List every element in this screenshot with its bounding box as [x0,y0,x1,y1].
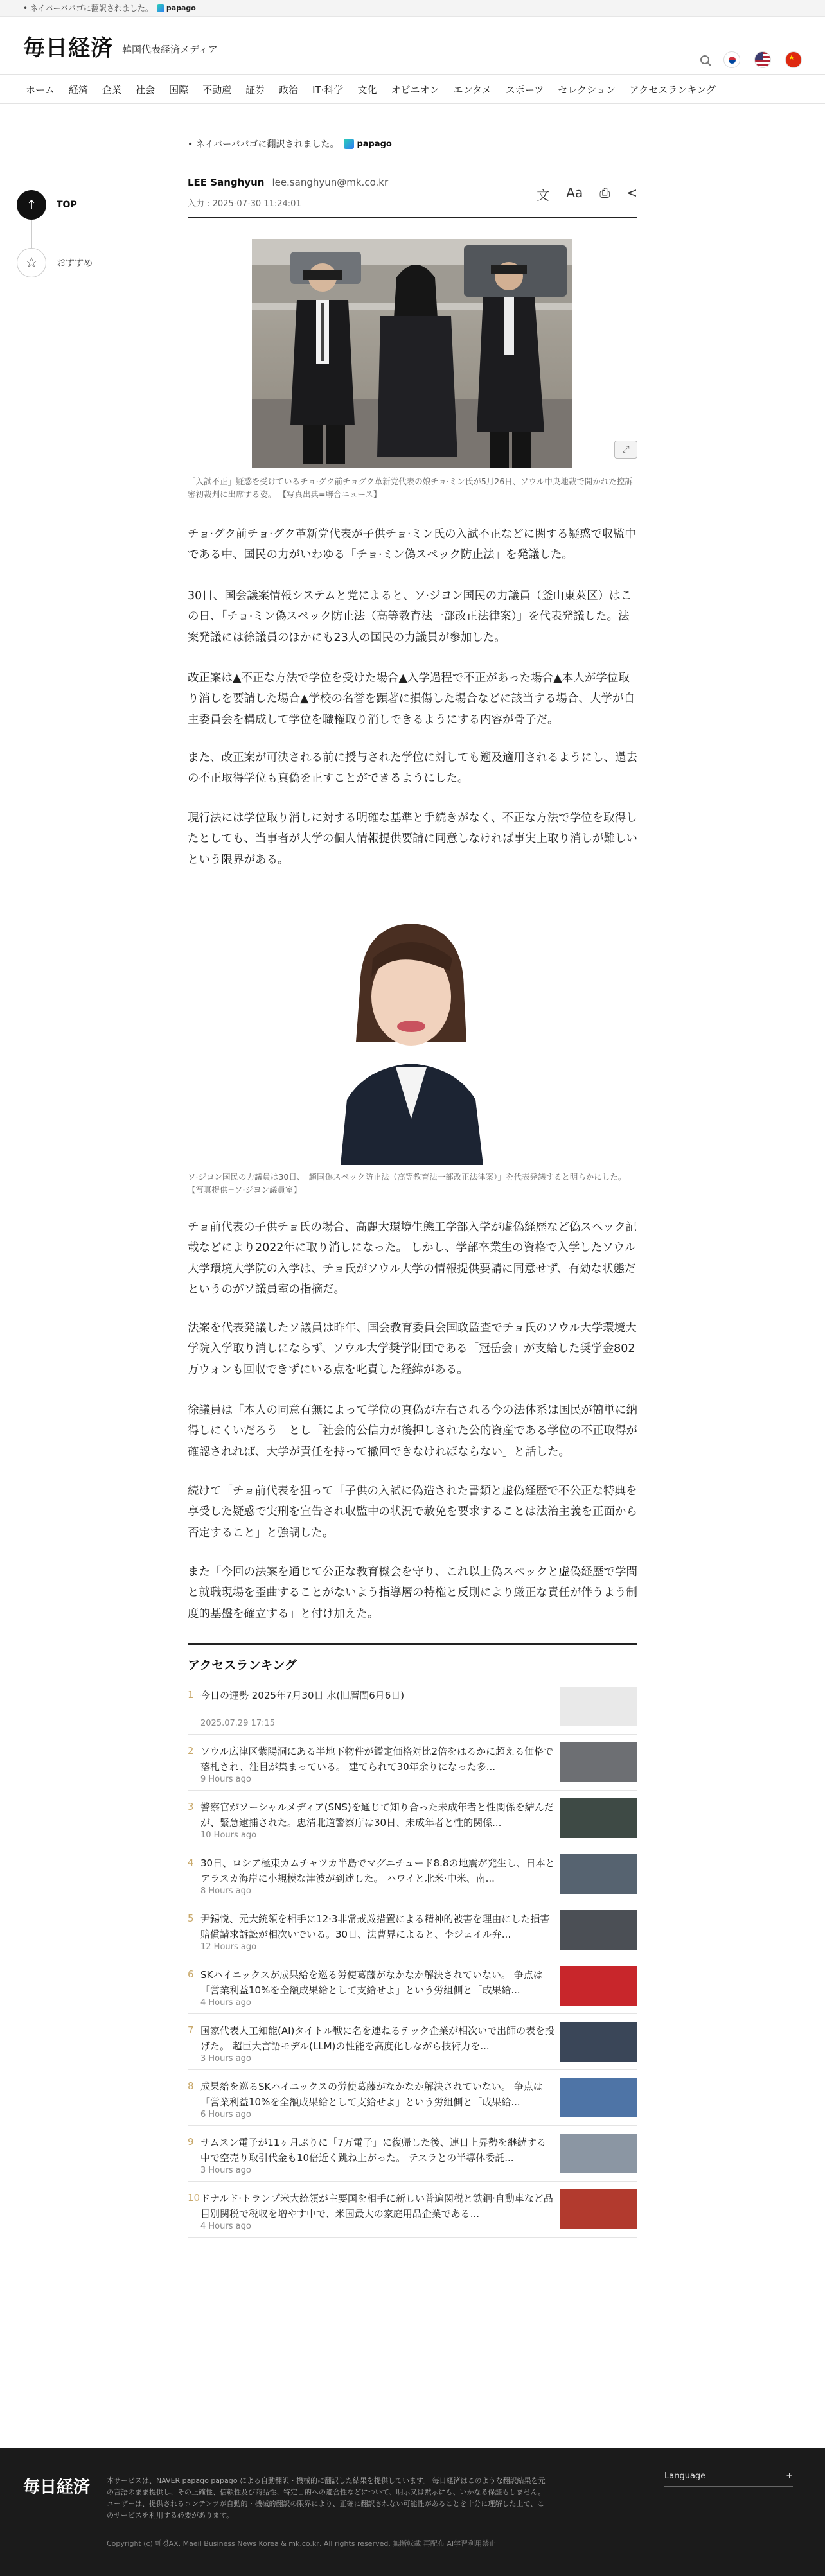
article-tools [537,185,637,204]
nav-item[interactable]: スポーツ [505,83,544,96]
ranking-headline[interactable]: サムスン電子が11ヶ月ぶりに「7万電子」に復帰した後、連日上昇勢を継続する中で空売り取引代金も10倍近く跳ね上がった。 テスラとの半導体委託... [200,2137,546,2164]
ranking-thumbnail[interactable] [560,2189,637,2229]
china-flag-icon[interactable] [785,51,802,68]
language-label: Language [664,2471,706,2481]
ranking-headline[interactable]: ドナルド·トランプ米大統領が主要国を相手に新しい普遍関税と鉄鋼·自動車など品目別関税で税収を増やす中で、米国最大の家庭用品企業である... [200,2193,553,2220]
ranking-number: 5 [188,1913,194,1924]
ranking-time: 8 Hours ago [200,1886,251,1896]
papago-logo[interactable]: papago [157,4,196,12]
nav-item[interactable]: 社会 [136,83,155,96]
ranking-list [188,1679,637,2238]
nav-item[interactable]: 経済 [69,83,89,96]
article-paragraph: 徐議員は「本人の同意有無によって学位の真偽が左右される今の法体系は国民が簡単に納得しにくいだろう」とし「社会的公信力が後押しされた公的資産である学位の不正取得が確認されれば、大学が責任を持って撤回できなければならない」と話した。 [188,1404,637,1459]
article-paragraph: 改正案は▲不正な方法で学位を受けた場合▲入学過程で不正があった場合▲本人が学位取り消しを要請した場合▲学校の名誉を顕著に損傷した場合などに該当する場合、大学が自主委員会を構成して学位を職権取り消しできるようにする内容が骨子だ。 [188,672,635,726]
article-paragraph: チョ前代表の子供チョ氏の場合、高麗大環境生態工学部入学が虚偽経歴など偽スペック記載などにより2022年に取り消しになった。 しかし、学部卒業生の資格で入学したソウル大学環境大学院の入学は、チョ氏がソウル大学の情報提供要請に同意せず、有効な状態だというのがソ議員室の指摘だ。 [188,1221,637,1297]
ranking-number: 2 [188,1745,194,1757]
article-paragraph: 現行法には学位取り消しに対する明確な基準と手続きがなく、不正な方法で学位を取得したとしても、当事者が大学の個人情報提供要請に同意しなければ事実上取り消しが難しいという限界がある。 [188,812,637,866]
papago-icon [344,139,354,149]
arrow-up-icon[interactable]: ↑ [17,190,46,220]
ranking-item[interactable] [188,2014,637,2070]
ranking-headline[interactable]: ソウル広津区紫陽洞にある半地下物件が鑑定価格対比2倍をはるかに超える価格で落札され、注目が集まっている。 建てられて30年余りになった多... [200,1746,554,1773]
nav-item[interactable]: 証券 [245,83,265,96]
nav-item[interactable]: セレクション [558,83,616,96]
author-email[interactable]: lee.sanghyun@mk.co.kr [272,177,389,188]
site-subtitle: 韓国代表経済メディア [122,43,218,55]
ranking-headline[interactable]: 警察官がソーシャルメディア(SNS)を通じて知り合った未成年者と性関係を結んだが、緊急逮捕された。忠清北道警察庁は30日、未成年者と性的関係... [200,1801,554,1829]
ranking-number: 6 [188,1968,194,1980]
font-size-icon[interactable]: Aa [566,185,583,200]
nav-item[interactable]: 不動産 [202,83,232,96]
ranking-item[interactable] [188,2126,637,2182]
plus-icon: + [786,2471,793,2481]
footer-copyright: Copyright (c) 매경AX. Maeil Business News Korea & mk.co.kr, All rights reserved. 無断転載 再配布 AI学習利用禁止 [107,2539,497,2548]
header-tools [700,51,802,68]
article-paragraph: 続けて「チョ前代表を狙って「子供の入試に偽造された書類と虚偽経歴で不公正な特典を享受した疑惑で実刑を宣告され収監中の状況で赦免を要求することは法治主義を正面から否定すること」と強調した。 [188,1485,637,1539]
main-nav [0,74,825,104]
ranking-time: 4 Hours ago [200,1998,251,2008]
byline [188,177,388,188]
nav-item[interactable]: 文化 [357,83,377,96]
author-name[interactable]: LEE Sanghyun [188,177,265,188]
share-icon[interactable]: < [626,185,637,200]
photo-caption-1: 「入試不正」疑惑を受けているチョ·グク前チョグク革新党代表の娘チョ·ミン氏が5月26日、ソウル中央地裁で開かれた控訴審初裁判に出席する姿。 【写真出典=聯合ニュース】 [188,477,633,499]
nav-item[interactable]: ホーム [26,83,55,96]
ranking-number: 7 [188,2024,194,2036]
article-paragraph: 法案を代表発議したソ議員は昨年、国会教育委員会国政監査でチョ氏のソウル大学環境大学院入学取り消しにならず、ソウル大学奨学財団である「冠岳会」が支給した奨学金802万ウォンも回収できずにいる点を叱責した経緯がある。 [188,1322,637,1376]
ranking-time: 10 Hours ago [200,1830,257,1840]
article-photo-court [252,239,572,468]
ranking-headline[interactable]: SKハイニックスが成果給を巡る労使葛藤がなかなか解決されていない。 争点は「営業利益10%を全額成果給として支給せよ」という労組側と「成果給... [200,1969,543,1997]
ranking-item[interactable] [188,2182,637,2238]
header-rule [188,217,637,218]
site-footer [0,2448,825,2576]
article-photo-lawmaker [315,907,508,1165]
nav-item[interactable]: アクセスランキング [629,83,716,96]
side-rail [17,190,94,277]
ranking-thumbnail[interactable] [560,1966,637,2006]
translation-bar-text: • ネイバーパパゴに翻訳されました。 [23,4,153,13]
ranking-headline[interactable]: 30日、ロシア極東カムチャツカ半島でマグニチュード8.8の地震が発生し、日本とアラスカ海岸に小規模な津波が到達した。 ハワイと北米·中米、南... [200,1857,555,1885]
ranking-thumbnail[interactable] [560,1910,637,1950]
court-photo-illustration [252,239,572,468]
translate-icon[interactable]: 文 [537,188,550,203]
ranking-thumbnail[interactable] [560,1798,637,1838]
lawmaker-portrait-illustration [315,907,508,1165]
ranking-rule [188,1643,637,1645]
ranking-thumbnail[interactable] [560,1742,637,1782]
nav-item[interactable]: オピニオン [391,83,439,96]
rail-divider [31,220,32,248]
scroll-top-label: TOP [57,200,77,210]
ranking-thumbnail[interactable] [560,2134,637,2173]
ranking-item[interactable] [188,1679,637,1735]
search-icon[interactable] [700,55,709,64]
publish-date: 入力 : 2025-07-30 11:24:01 [188,199,301,209]
article-paragraph: チョ·グク前チョ·グク革新党代表が子供チョ·ミン氏の入試不正などに関する疑惑で収監中である中、国民の力がいわゆる「チョ·ミン偽スペック防止法」を発議した。 [188,528,636,562]
ranking-time: 12 Hours ago [200,1942,257,1952]
nav-item[interactable]: 企業 [102,83,122,96]
recommend-button[interactable] [17,248,94,277]
footer-logo[interactable]: 毎日経済 [23,2478,91,2497]
ranking-time: 9 Hours ago [200,1774,251,1784]
ranking-time: 4 Hours ago [200,2221,251,2231]
nav-item[interactable]: 政治 [279,83,299,96]
expand-photo-icon[interactable]: ⤢ [614,441,637,459]
site-header [0,17,825,74]
ranking-item[interactable] [188,1735,637,1791]
ranking-thumbnail[interactable] [560,2078,637,2117]
recommend-label: おすすめ [57,258,93,268]
nav-item[interactable]: エンタメ [453,83,492,96]
photo-caption-2: ソ·ジヨン国民の力議員は30日、「趙国偽スペック防止法（高等教育法一部改正法律案）」を代表発議すると明らかにした。【写真提供=ソ·ジヨン議員室】 [188,1172,626,1195]
translated-notice: • ネイバーパパゴに翻訳されました。 papago [188,139,392,150]
ranking-number: 10 [188,2192,200,2204]
language-select[interactable] [664,2471,793,2487]
ranking-headline[interactable]: 今日の運勢 2025年7月30日 水(旧暦閏6月6日) [200,1690,405,1701]
ranking-item[interactable] [188,1791,637,1846]
ranking-thumbnail[interactable] [560,2022,637,2062]
print-icon[interactable]: ⎙ [599,185,610,200]
ranking-number: 3 [188,1801,194,1812]
ranking-time: 3 Hours ago [200,2054,251,2063]
ranking-item[interactable] [188,2070,637,2126]
site-logo[interactable]: 毎日経済 [23,35,113,61]
ranking-time: 2025.07.29 17:15 [200,1719,276,1728]
ranking-time: 3 Hours ago [200,2166,251,2175]
ranking-item[interactable] [188,1846,637,1902]
article-paragraph: 30日、国会議案情報システムと党によると、ソ·ジヨン国民の力議員（釜山東萊区）はこの日、「チョ·ミン偽スペック防止法（高等教育法一部改正法律案）」を代表発議した。法案発議には徐議員のほかにも23人の国民の力議員が参加した。 [188,590,632,644]
nav-item[interactable]: 国際 [169,83,189,96]
ranking-number: 8 [188,2080,194,2092]
nav-item[interactable]: IT·科学 [312,83,344,96]
us-flag-icon[interactable] [754,51,771,68]
article-paragraph: また、改正案が可決される前に授与された学位に対しても遡及適用されるようにし、過去の不正取得学位も真偽を正すことができるようにした。 [188,751,637,785]
korean-flag-icon[interactable] [723,51,740,68]
ranking-item[interactable] [188,1902,637,1958]
ranking-title: アクセスランキング [188,1658,297,1672]
ranking-number: 4 [188,1857,194,1868]
papago-badge[interactable]: papago [344,139,391,149]
ranking-number: 1 [188,1689,194,1701]
footer-disclaimer: 本サービスは、NAVER papago papago による自動翻訳・機械的に翻訳した結果を提供しています。 毎日経済はこのような翻訳結果を元の言語のまま提供し、その正確性、信頼性及び商品性、特定目的への適合性などについて、明示又は黙示にも、いかなる保証もしません。ユーザーは、提供されるコンテンツが自動的・機械的翻訳の限界により、正確に翻訳されない可能性があることを十分に理解した上で、このサービスを利用する必要があります。 [107,2476,546,2520]
translation-bar [0,0,825,17]
scroll-top-button[interactable] [17,190,94,220]
ranking-number: 9 [188,2136,194,2148]
ranking-headline[interactable]: 成果給を巡るSKハイニックスの労使葛藤がなかなか解決されていない。 争点は「営業利益10%を全額成果給として支給せよ」という労組側と「成果給... [200,2081,543,2108]
ranking-thumbnail[interactable] [560,1854,637,1894]
article-paragraph: また「今回の法案を通じて公正な教育機会を守り、これ以上偽スペックと虚偽経歴で学問と就職現場を歪曲することがないよう指導層の特権と反則により厳正な責任が伴うよう制度的基盤を確立する」と付け加えた。 [188,1566,637,1620]
ranking-thumbnail[interactable] [560,1687,637,1726]
ranking-headline[interactable]: 尹錫悦、元大統領を相手に12·3非常戒厳措置による精神的被害を理由にした損害賠償請求訴訟が相次いでいる。30日、法曹界によると、李ジェイル弁... [200,1913,550,1941]
ranking-headline[interactable]: 国家代表人工知能(AI)タイトル戦に名を連ねるテック企業が相次いで出師の表を投げた。 超巨大言語モデル(LLM)の性能を高度化しながら技術力を... [200,2025,555,2053]
ranking-item[interactable] [188,1958,637,2014]
papago-icon [157,4,164,12]
ranking-time: 6 Hours ago [200,2110,251,2119]
star-icon[interactable]: ☆ [17,248,46,277]
